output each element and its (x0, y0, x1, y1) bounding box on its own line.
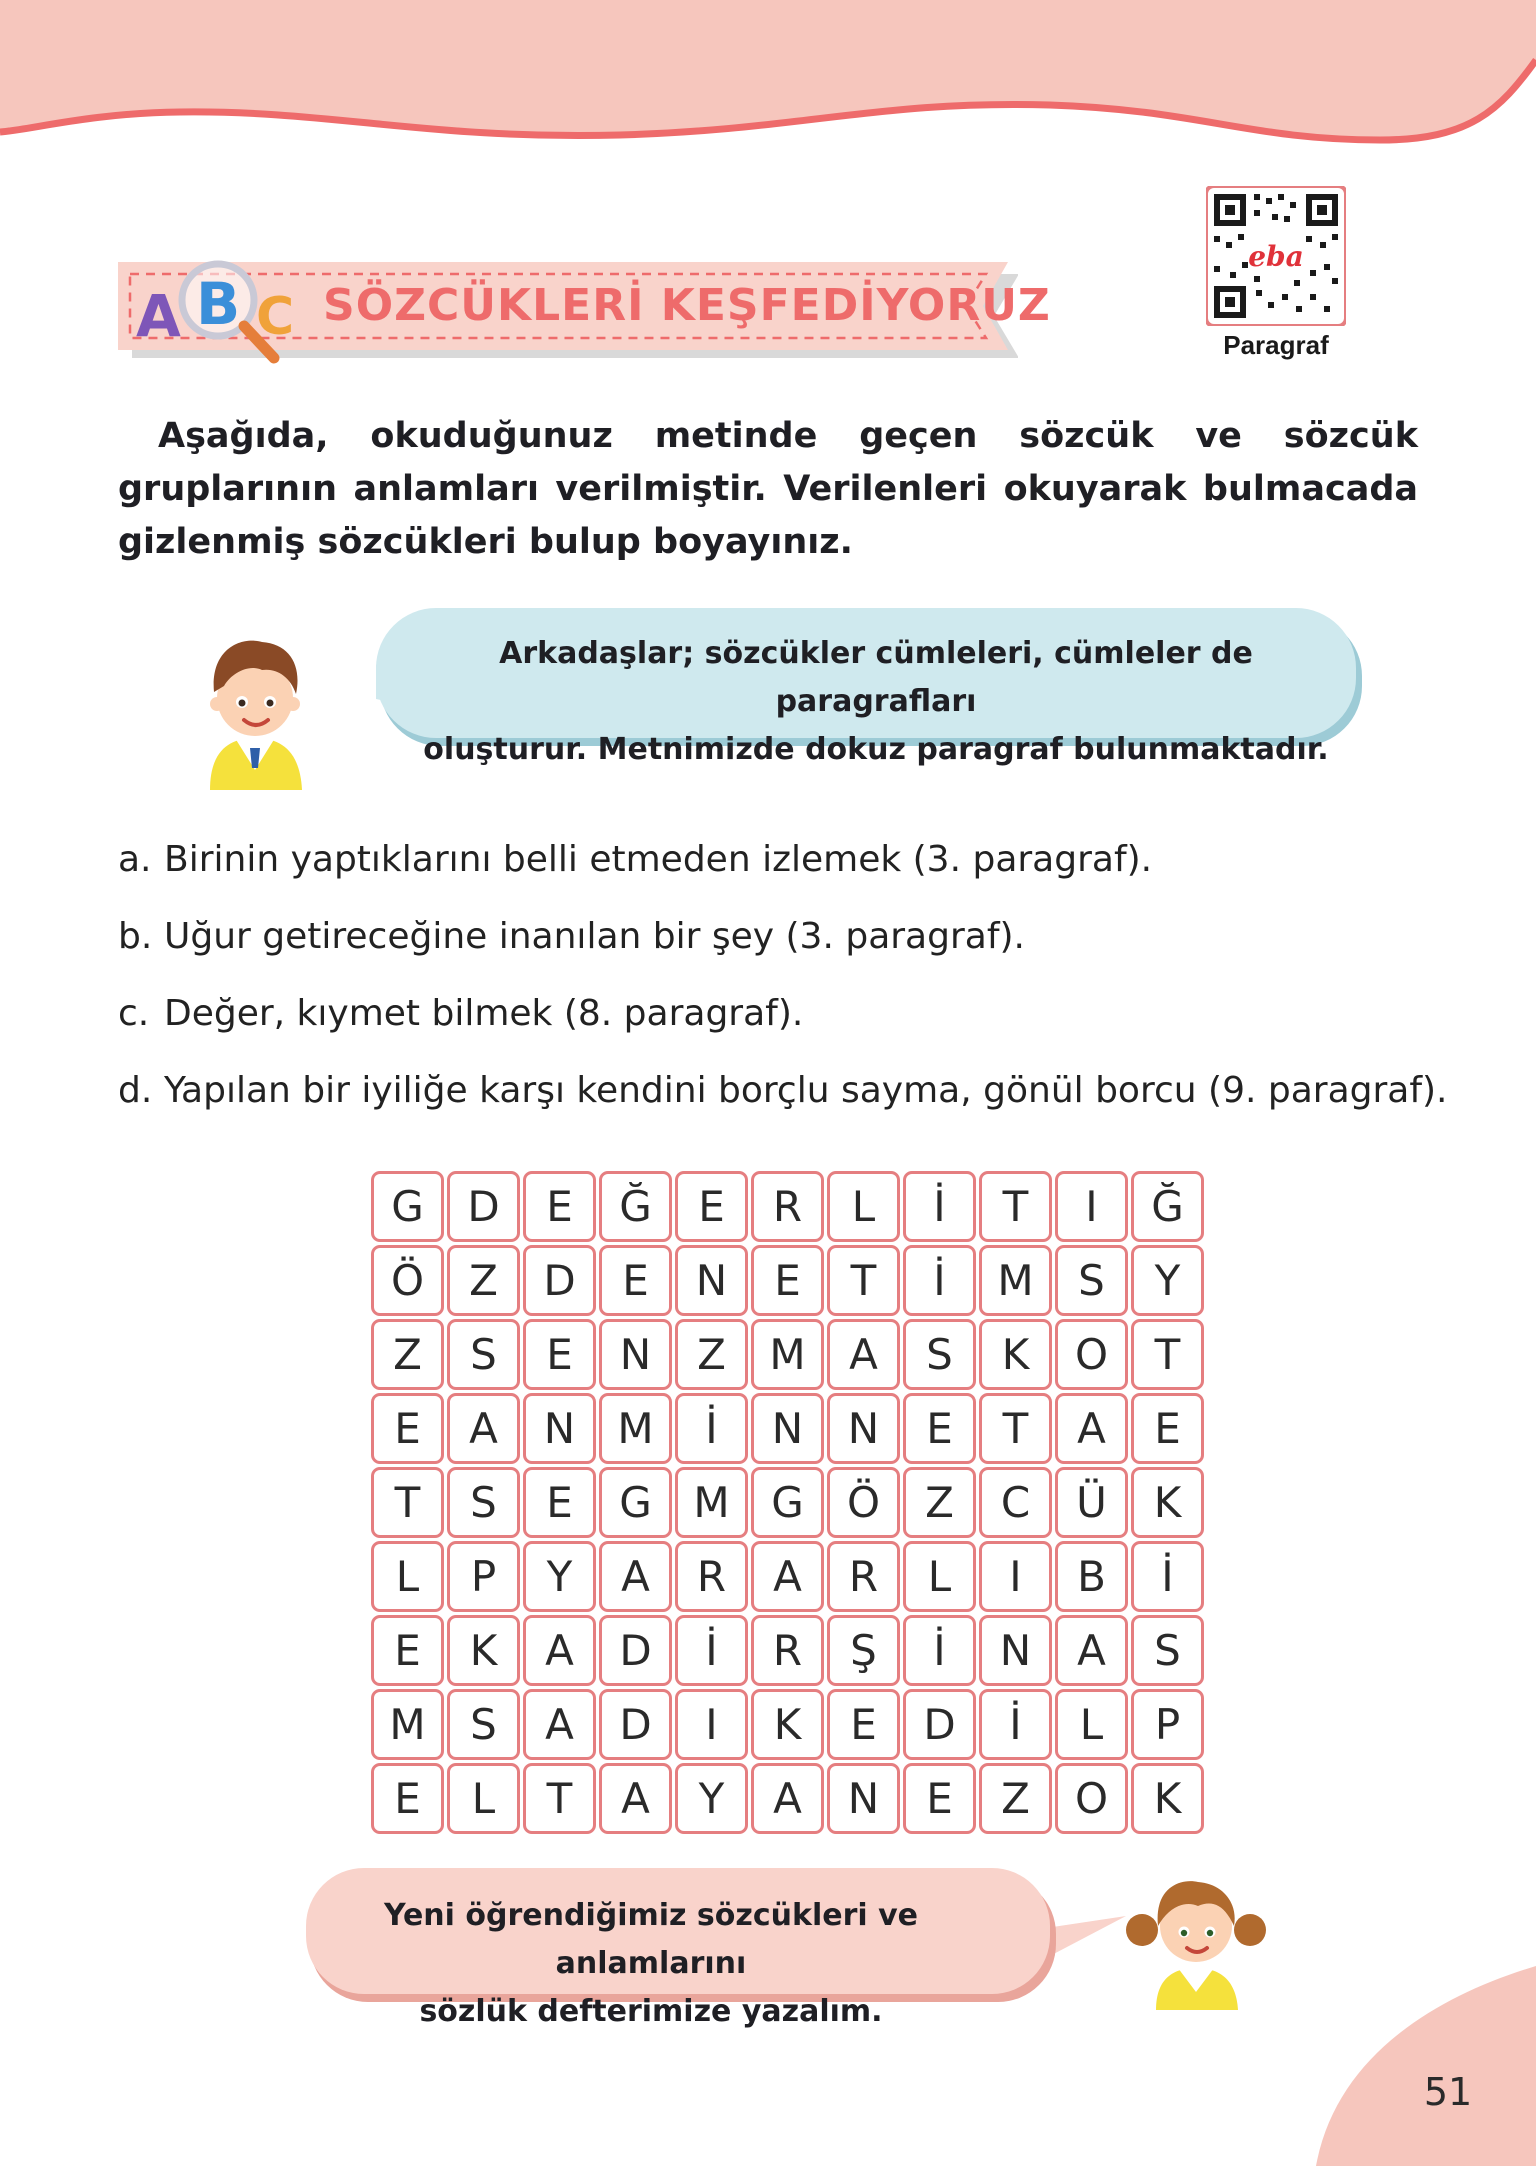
grid-cell[interactable]: C (979, 1467, 1052, 1538)
grid-row (371, 1541, 1204, 1612)
grid-cell[interactable]: E (1131, 1393, 1204, 1464)
speech-girl-line-2: sözlük defterimize yazalım. (419, 1994, 883, 2029)
grid-cell[interactable]: E (751, 1245, 824, 1316)
grid-cell[interactable]: G (371, 1171, 444, 1242)
grid-cell[interactable]: A (523, 1689, 596, 1760)
grid-row (371, 1763, 1204, 1834)
grid-cell[interactable]: P (1131, 1689, 1204, 1760)
grid-cell[interactable]: K (1131, 1763, 1204, 1834)
grid-cell[interactable]: S (447, 1689, 520, 1760)
grid-cell[interactable]: N (523, 1393, 596, 1464)
speech-text-boy (416, 630, 1336, 774)
speech-text-girl (326, 1892, 976, 2036)
clue-list (118, 830, 1468, 1138)
section-title: SÖZCÜKLERİ KEŞFEDİYORUZ (323, 280, 1051, 331)
grid-cell[interactable]: S (1055, 1245, 1128, 1316)
grid-cell[interactable]: T (371, 1467, 444, 1538)
section-banner (118, 258, 1051, 362)
grid-cell[interactable]: Ğ (1131, 1171, 1204, 1242)
top-wave-decoration (0, 0, 1536, 160)
clue-item (118, 907, 1468, 984)
grid-cell[interactable]: N (827, 1393, 900, 1464)
grid-cell[interactable]: E (523, 1319, 596, 1390)
grid-cell[interactable]: E (371, 1763, 444, 1834)
qr-label: Paragraf (1223, 330, 1329, 360)
grid-cell[interactable]: A (751, 1541, 824, 1612)
grid-cell[interactable]: I (675, 1689, 748, 1760)
grid-cell[interactable]: T (1131, 1319, 1204, 1390)
grid-cell[interactable]: İ (1131, 1541, 1204, 1612)
grid-cell[interactable]: İ (903, 1245, 976, 1316)
grid-cell[interactable]: M (751, 1319, 824, 1390)
grid-cell[interactable]: E (371, 1615, 444, 1686)
grid-cell[interactable]: K (979, 1319, 1052, 1390)
grid-cell[interactable]: D (599, 1689, 672, 1760)
grid-cell[interactable]: A (1055, 1393, 1128, 1464)
speech-bubble-boy (376, 608, 1366, 767)
grid-cell[interactable]: G (599, 1467, 672, 1538)
logo-letter-a: A (136, 282, 181, 350)
grid-cell[interactable]: L (371, 1541, 444, 1612)
grid-cell[interactable]: O (1055, 1319, 1128, 1390)
grid-row (371, 1319, 1204, 1390)
grid-cell[interactable]: A (523, 1615, 596, 1686)
grid-cell[interactable]: N (751, 1393, 824, 1464)
clue-text: Birinin yaptıklarını belli etmeden izlemek (3. paragraf). (164, 839, 1153, 880)
grid-cell[interactable]: N (675, 1245, 748, 1316)
clue-item (118, 830, 1468, 907)
grid-cell[interactable]: Z (447, 1245, 520, 1316)
grid-cell[interactable]: Y (1131, 1245, 1204, 1316)
grid-cell[interactable]: Ü (1055, 1467, 1128, 1538)
grid-cell[interactable]: I (1055, 1171, 1128, 1242)
grid-cell[interactable]: M (979, 1245, 1052, 1316)
grid-cell[interactable]: N (827, 1763, 900, 1834)
grid-cell[interactable]: E (599, 1245, 672, 1316)
corner-decoration (1296, 1966, 1536, 2166)
speech-boy-line-2: oluşturur. Metnimizde dokuz paragraf bulunmaktadır. (423, 732, 1329, 767)
grid-cell[interactable]: Z (675, 1319, 748, 1390)
grid-cell[interactable]: L (447, 1763, 520, 1834)
logo-letter-c: C (256, 287, 295, 347)
grid-cell[interactable]: R (827, 1541, 900, 1612)
grid-cell[interactable]: Ş (827, 1615, 900, 1686)
speech-bubble-girl (306, 1868, 1056, 2029)
logo-letter-b: B (196, 270, 241, 338)
clue-text: Uğur getireceğine inanılan bir şey (3. paragraf). (164, 916, 1025, 957)
grid-cell[interactable]: B (1055, 1541, 1128, 1612)
clue-letter: d. (118, 1070, 153, 1111)
grid-cell[interactable]: A (1055, 1615, 1128, 1686)
grid-cell[interactable]: D (523, 1245, 596, 1316)
grid-cell[interactable]: A (751, 1763, 824, 1834)
grid-cell[interactable]: O (1055, 1763, 1128, 1834)
grid-cell[interactable]: E (827, 1689, 900, 1760)
grid-cell[interactable]: R (675, 1541, 748, 1612)
clue-text: Değer, kıymet bilmek (8. paragraf). (164, 993, 804, 1034)
boy-illustration (180, 620, 330, 790)
grid-cell[interactable]: S (903, 1319, 976, 1390)
grid-cell[interactable]: T (979, 1171, 1052, 1242)
grid-cell[interactable]: S (447, 1319, 520, 1390)
grid-cell[interactable]: T (827, 1245, 900, 1316)
grid-row (371, 1171, 1204, 1242)
grid-cell[interactable]: R (751, 1171, 824, 1242)
grid-cell[interactable]: L (903, 1541, 976, 1612)
grid-cell[interactable]: A (599, 1541, 672, 1612)
grid-cell[interactable]: G (751, 1467, 824, 1538)
eba-logo-text: eba (1248, 240, 1304, 273)
grid-cell[interactable]: I (979, 1541, 1052, 1612)
grid-cell[interactable]: S (447, 1467, 520, 1538)
grid-cell[interactable]: Y (523, 1541, 596, 1612)
grid-cell[interactable]: L (827, 1171, 900, 1242)
grid-cell[interactable]: D (447, 1171, 520, 1242)
clue-letter: b. (118, 916, 153, 957)
grid-cell[interactable]: P (447, 1541, 520, 1612)
page-number: 51 (1423, 2070, 1473, 2114)
grid-row (371, 1615, 1204, 1686)
grid-cell[interactable]: E (903, 1763, 976, 1834)
grid-cell[interactable]: K (1131, 1467, 1204, 1538)
qr-code-block[interactable] (1206, 186, 1346, 376)
grid-cell[interactable]: E (371, 1393, 444, 1464)
grid-cell[interactable]: İ (675, 1393, 748, 1464)
grid-cell[interactable]: D (903, 1689, 976, 1760)
grid-cell[interactable]: E (675, 1171, 748, 1242)
grid-cell[interactable]: R (751, 1615, 824, 1686)
clue-letter: c. (118, 993, 150, 1034)
grid-cell[interactable]: Ö (827, 1467, 900, 1538)
clue-item (118, 984, 1468, 1061)
grid-cell[interactable]: Ö (371, 1245, 444, 1316)
clue-letter: a. (118, 839, 152, 880)
grid-cell[interactable]: A (827, 1319, 900, 1390)
grid-cell[interactable]: K (447, 1615, 520, 1686)
grid-row (371, 1689, 1204, 1760)
grid-cell[interactable]: M (675, 1467, 748, 1538)
grid-cell[interactable]: İ (675, 1615, 748, 1686)
grid-cell[interactable]: M (371, 1689, 444, 1760)
grid-cell[interactable]: D (599, 1615, 672, 1686)
grid-cell[interactable]: E (523, 1467, 596, 1538)
grid-cell[interactable]: İ (979, 1689, 1052, 1760)
grid-cell[interactable]: T (523, 1763, 596, 1834)
clue-text: Yapılan bir iyiliğe karşı kendini borçlu sayma, gönül borcu (9. paragraf). (164, 1070, 1448, 1111)
grid-cell[interactable]: İ (903, 1171, 976, 1242)
speech-boy-line-1: Arkadaşlar; sözcükler cümleleri, cümleler de paragrafları (499, 636, 1253, 719)
intro-paragraph: Aşağıda, okuduğunuz metinde geçen sözcük ve sözcük gruplarının anlamları verilmiştir. Verilenleri okuyarak bulmacada gizlenmiş sözcükleri bulup boyayınız. (118, 416, 1418, 562)
girl-illustration (1120, 1860, 1270, 2010)
grid-cell[interactable]: A (599, 1763, 672, 1834)
grid-cell[interactable]: A (447, 1393, 520, 1464)
grid-cell[interactable]: Z (979, 1763, 1052, 1834)
grid-cell[interactable]: E (903, 1393, 976, 1464)
word-search-grid (368, 1168, 1207, 1837)
grid-cell[interactable]: Ğ (599, 1171, 672, 1242)
grid-cell[interactable]: N (599, 1319, 672, 1390)
grid-cell[interactable]: E (523, 1171, 596, 1242)
grid-cell[interactable]: Y (675, 1763, 748, 1834)
grid-cell[interactable]: İ (903, 1615, 976, 1686)
grid-cell[interactable]: N (979, 1615, 1052, 1686)
qr-code-icon[interactable] (1206, 186, 1346, 326)
grid-cell[interactable]: Z (371, 1319, 444, 1390)
grid-cell[interactable]: Z (903, 1467, 976, 1538)
grid-row (371, 1245, 1204, 1316)
grid-cell[interactable]: K (751, 1689, 824, 1760)
grid-cell[interactable]: M (599, 1393, 672, 1464)
grid-cell[interactable]: L (1055, 1689, 1128, 1760)
grid-cell[interactable]: T (979, 1393, 1052, 1464)
grid-cell[interactable]: S (1131, 1615, 1204, 1686)
clue-item (118, 1061, 1468, 1138)
abc-magnifier-icon (136, 246, 306, 366)
grid-row (371, 1467, 1204, 1538)
grid-row (371, 1393, 1204, 1464)
speech-girl-line-1: Yeni öğrendiğimiz sözcükleri ve anlamlarını (383, 1898, 919, 1981)
